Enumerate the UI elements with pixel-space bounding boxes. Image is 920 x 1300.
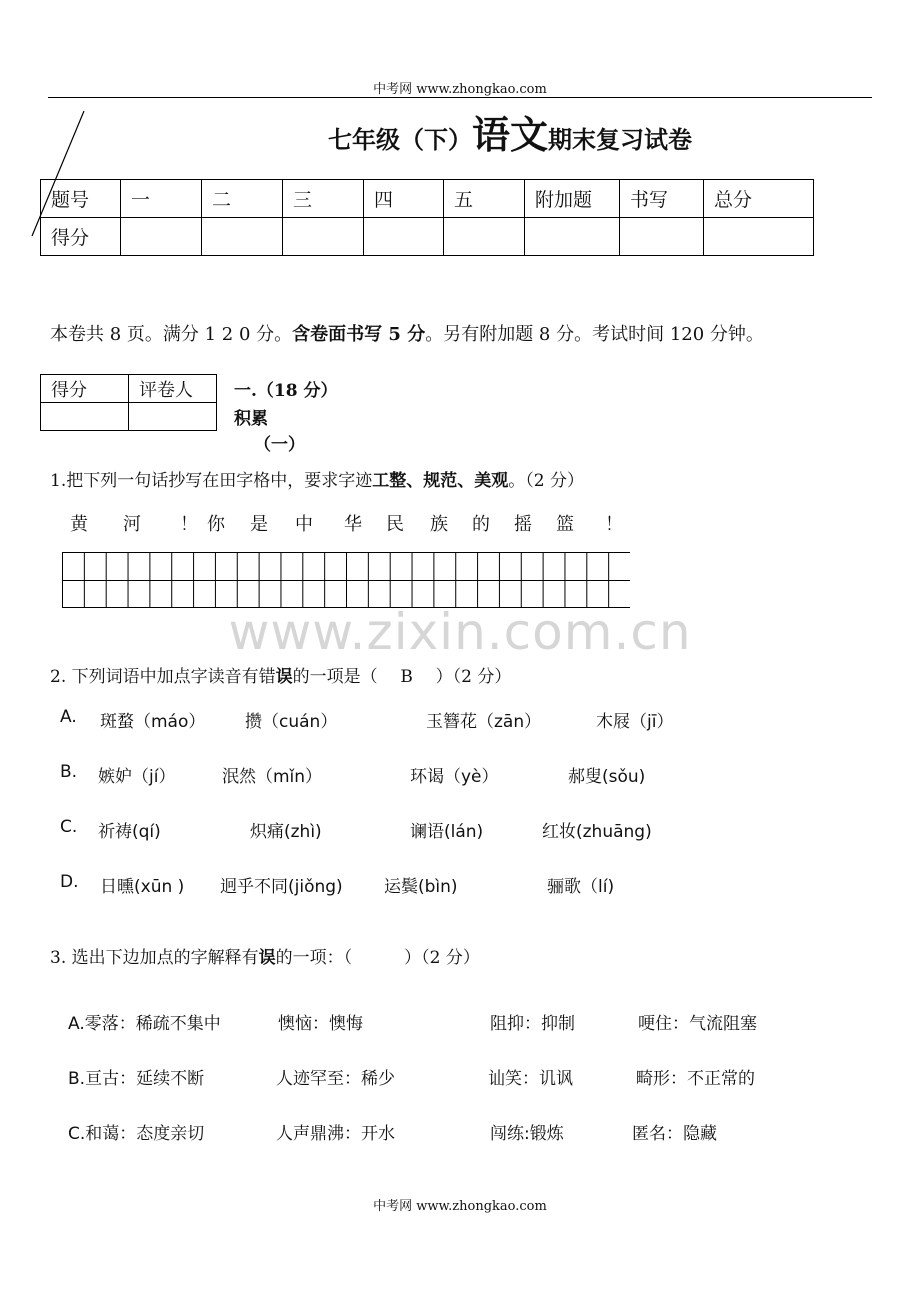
score-input-cell[interactable] bbox=[620, 218, 704, 256]
exam-title bbox=[0, 104, 920, 159]
score-cell: 三 bbox=[283, 180, 364, 218]
copy-char: ！ bbox=[605, 514, 623, 535]
option-item: 匿名：隐藏 bbox=[632, 1124, 717, 1144]
copy-char: 民 bbox=[386, 514, 404, 535]
question-3 bbox=[50, 943, 480, 968]
option-item: 红妆(zhuāng) bbox=[542, 822, 652, 842]
copy-char: 河 bbox=[123, 514, 141, 535]
q3-text: ）（2 分） bbox=[404, 948, 480, 968]
page-footer: 中考网 www.zhongkao.com bbox=[373, 1199, 547, 1214]
option-letter: B. bbox=[60, 762, 78, 782]
score-cell: 总分 bbox=[704, 180, 814, 218]
option-item: 迥乎不同(jiǒng) bbox=[220, 877, 343, 897]
intro-text: 。另有附加题 8 分。考试时间 120 分钟。 bbox=[425, 324, 764, 345]
option-item: A.零落：稀疏不集中 bbox=[68, 1014, 221, 1034]
copy-char: 你 bbox=[207, 514, 225, 535]
q2-text: 2. 下列词语中加点字读音有错 bbox=[50, 667, 276, 687]
copy-char: 的 bbox=[472, 514, 490, 535]
copy-char: 黄 bbox=[70, 514, 88, 535]
score-table bbox=[40, 179, 814, 256]
exam-instructions bbox=[50, 320, 764, 346]
q2-text: ）（2 分） bbox=[435, 667, 512, 687]
score-table-score-row bbox=[41, 218, 814, 256]
question-2 bbox=[50, 662, 511, 687]
score-input-cell[interactable] bbox=[704, 218, 814, 256]
option-item: 哽住：气流阻塞 bbox=[638, 1014, 757, 1034]
grader-label: 得分 bbox=[41, 375, 129, 403]
q1-text: 。（2 分） bbox=[508, 471, 584, 491]
option-item: 畸形：不正常的 bbox=[636, 1069, 755, 1089]
copy-char: 中 bbox=[295, 514, 313, 535]
option-item: 郝叟(sǒu) bbox=[568, 767, 646, 787]
option-item: 日曛(xūn ) bbox=[100, 877, 185, 897]
copy-char: 是 bbox=[250, 514, 268, 535]
section-number: （一） bbox=[254, 435, 305, 455]
option-item: 人声鼎沸：开水 bbox=[276, 1124, 395, 1144]
q3-text: 3. 选出下边加点的字解释有 bbox=[50, 948, 259, 968]
copy-char: ！ bbox=[180, 514, 198, 535]
option-letter: C. bbox=[60, 817, 78, 837]
option-item: 泯然（mǐn） bbox=[222, 767, 323, 787]
copy-char: 篮 bbox=[556, 514, 574, 535]
option-item: 谰语(lán) bbox=[410, 822, 484, 842]
question-1 bbox=[50, 466, 584, 491]
watermark: www.zixin.com.cn bbox=[228, 603, 692, 661]
score-cell: 得分 bbox=[41, 218, 121, 256]
tian-zi-grid[interactable] bbox=[62, 552, 630, 608]
score-cell: 二 bbox=[202, 180, 283, 218]
score-input-cell[interactable] bbox=[202, 218, 283, 256]
intro-text: 本卷共 8 页。满分 1 2 0 分。 bbox=[50, 324, 293, 345]
q2-answer[interactable]: B bbox=[400, 667, 413, 687]
grader-input-cell[interactable] bbox=[41, 403, 129, 431]
option-item: 懊恼：懊悔 bbox=[278, 1014, 363, 1034]
option-letter: A. bbox=[60, 707, 77, 727]
title-rest: 期末复习试卷 bbox=[548, 126, 692, 154]
score-input-cell[interactable] bbox=[121, 218, 202, 256]
score-input-cell[interactable] bbox=[444, 218, 525, 256]
title-grade: 七年级（下） bbox=[327, 126, 472, 154]
q1-text: 1.把下列一句话抄写在田字格中，要求字迹 bbox=[50, 471, 373, 491]
copy-char: 华 bbox=[344, 514, 362, 535]
page-header: 中考网 www.zhongkao.com bbox=[373, 82, 547, 97]
option-item: 祈祷(qí) bbox=[98, 822, 161, 842]
score-table-header-row bbox=[41, 180, 814, 218]
score-cell: 题号 bbox=[41, 180, 121, 218]
score-input-cell[interactable] bbox=[525, 218, 620, 256]
option-item: B.亘古：延续不断 bbox=[68, 1069, 205, 1089]
option-item: 玉簪花（zān） bbox=[426, 712, 542, 732]
option-item: 斑蝥（máo） bbox=[100, 712, 206, 732]
option-item: 环谒（yè） bbox=[410, 767, 499, 787]
option-item: 阻抑：抑制 bbox=[490, 1014, 575, 1034]
q2-text: 的一项是（ bbox=[292, 667, 378, 687]
option-item: 人迹罕至：稀少 bbox=[276, 1069, 395, 1089]
score-cell: 一 bbox=[121, 180, 202, 218]
option-item: 攒（cuán） bbox=[245, 712, 338, 732]
option-letter: D. bbox=[60, 872, 79, 892]
option-item: 骊歌（lí) bbox=[547, 877, 615, 897]
option-item: 闯练:锻炼 bbox=[490, 1124, 564, 1144]
title-subject: 语文 bbox=[471, 113, 548, 157]
q3-bold: 误 bbox=[258, 948, 276, 968]
score-cell: 书写 bbox=[620, 180, 704, 218]
grader-table bbox=[40, 374, 217, 431]
option-item: 木屐（jī） bbox=[596, 712, 674, 732]
option-item: 嫉妒（jí） bbox=[98, 767, 176, 787]
copy-char: 族 bbox=[430, 514, 448, 535]
q1-bold: 工整、规范、美观 bbox=[372, 471, 509, 491]
intro-bold: 含卷面书写 5 分 bbox=[292, 324, 426, 345]
score-cell: 附加题 bbox=[525, 180, 620, 218]
section-heading: 一.（18 分） bbox=[234, 381, 338, 401]
q3-text: 的一项：（ bbox=[275, 948, 353, 968]
option-item: C.和蔼：态度亲切 bbox=[68, 1124, 205, 1144]
q2-bold: 误 bbox=[275, 667, 293, 687]
option-item: 炽痛(zhì) bbox=[250, 822, 322, 842]
grader-label: 评卷人 bbox=[129, 375, 217, 403]
option-item: 运鬓(bìn) bbox=[384, 877, 458, 897]
score-input-cell[interactable] bbox=[364, 218, 444, 256]
score-cell: 五 bbox=[444, 180, 525, 218]
section-subheading: 积累 bbox=[234, 409, 268, 429]
score-cell: 四 bbox=[364, 180, 444, 218]
grader-input-cell[interactable] bbox=[129, 403, 217, 431]
copy-char: 摇 bbox=[514, 514, 532, 535]
score-input-cell[interactable] bbox=[283, 218, 364, 256]
option-item: 讪笑：讥讽 bbox=[488, 1069, 573, 1089]
